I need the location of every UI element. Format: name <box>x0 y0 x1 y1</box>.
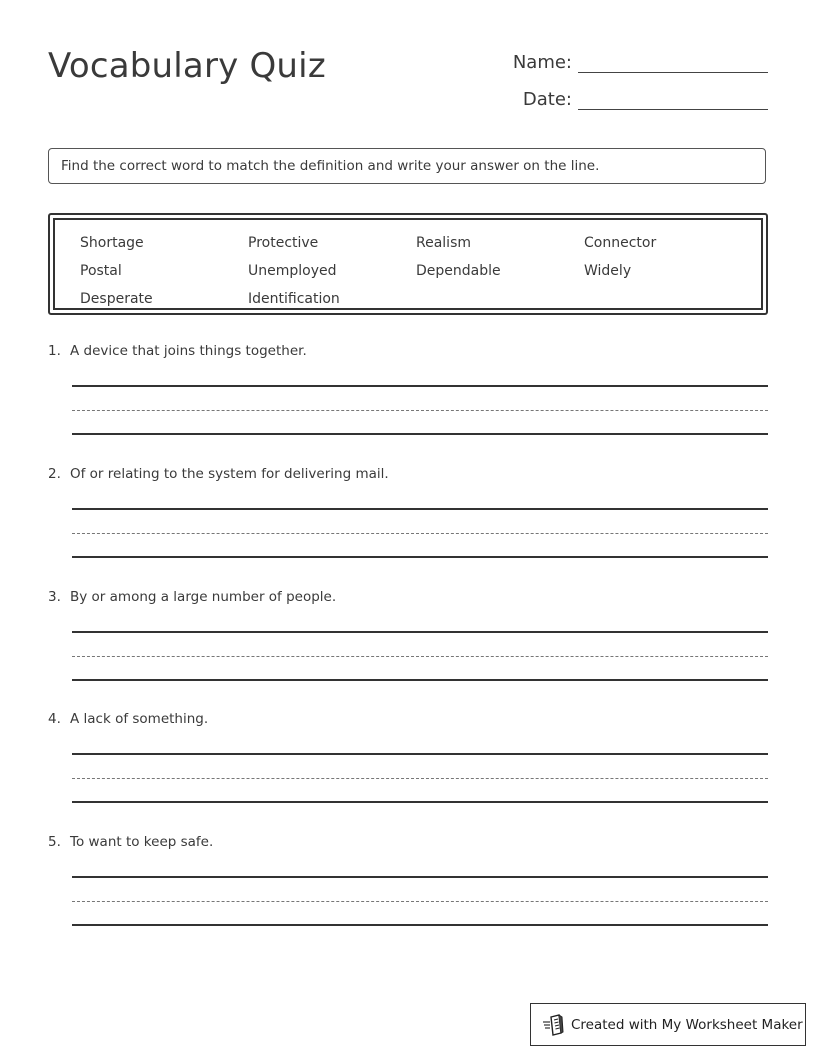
answer-top-line <box>72 753 768 755</box>
answer-top-line <box>72 631 768 633</box>
question-number: 5. <box>48 834 61 850</box>
word-bank-item: Connector <box>584 235 657 251</box>
answer-bottom-line <box>72 433 768 435</box>
name-line <box>578 72 768 73</box>
word-bank <box>48 213 768 315</box>
answer-bottom-line <box>72 924 768 926</box>
question-number: 2. <box>48 466 61 482</box>
question-definition: A device that joins things together. <box>70 343 307 359</box>
answer-field[interactable] <box>72 746 768 800</box>
answer-field[interactable] <box>72 624 768 678</box>
answer-mid-line <box>72 778 768 779</box>
question-number: 3. <box>48 589 61 605</box>
question-3 <box>48 589 768 605</box>
date-field <box>523 90 768 110</box>
word-bank-item: Shortage <box>80 235 144 251</box>
question-number: 4. <box>48 711 61 727</box>
answer-top-line <box>72 385 768 387</box>
question-text <box>48 711 768 727</box>
instructions-text: Find the correct word to match the definition and write your answer on the line. <box>61 158 600 174</box>
footer-badge[interactable] <box>530 1003 806 1046</box>
word-bank-item: Desperate <box>80 291 153 307</box>
word-bank-item: Widely <box>584 263 632 279</box>
word-bank-item: Dependable <box>416 263 501 279</box>
question-text <box>48 343 768 359</box>
question-text <box>48 466 768 482</box>
answer-mid-line <box>72 533 768 534</box>
page-title: Vocabulary Quiz <box>48 46 326 86</box>
question-number: 1. <box>48 343 61 359</box>
answer-mid-line <box>72 410 768 411</box>
answer-field[interactable] <box>72 869 768 923</box>
instructions-box <box>48 148 766 184</box>
question-4 <box>48 711 768 727</box>
word-bank-grid <box>53 218 763 310</box>
worksheet-maker-logo-icon <box>541 1012 567 1038</box>
answer-bottom-line <box>72 556 768 558</box>
answer-top-line <box>72 508 768 510</box>
question-2 <box>48 466 768 482</box>
answer-field[interactable] <box>72 501 768 555</box>
question-definition: A lack of something. <box>70 711 209 727</box>
question-5 <box>48 834 768 850</box>
word-bank-item: Postal <box>80 263 122 279</box>
question-definition: Of or relating to the system for delivering mail. <box>70 466 389 482</box>
answer-mid-line <box>72 656 768 657</box>
answer-mid-line <box>72 901 768 902</box>
word-bank-item: Protective <box>248 235 319 251</box>
answer-bottom-line <box>72 679 768 681</box>
question-1 <box>48 343 768 359</box>
answer-bottom-line <box>72 801 768 803</box>
question-definition: To want to keep safe. <box>70 834 214 850</box>
date-label: Date: <box>522 89 572 110</box>
question-definition: By or among a large number of people. <box>70 589 337 605</box>
name-field <box>513 53 768 73</box>
question-text <box>48 834 768 850</box>
word-bank-item: Realism <box>416 235 472 251</box>
answer-top-line <box>72 876 768 878</box>
word-bank-item: Unemployed <box>248 263 337 279</box>
question-text <box>48 589 768 605</box>
name-label: Name: <box>512 52 572 73</box>
date-line <box>578 109 768 110</box>
word-bank-item: Identification <box>248 291 340 307</box>
footer-text: Created with My Worksheet Maker <box>571 1016 803 1033</box>
answer-field[interactable] <box>72 378 768 432</box>
